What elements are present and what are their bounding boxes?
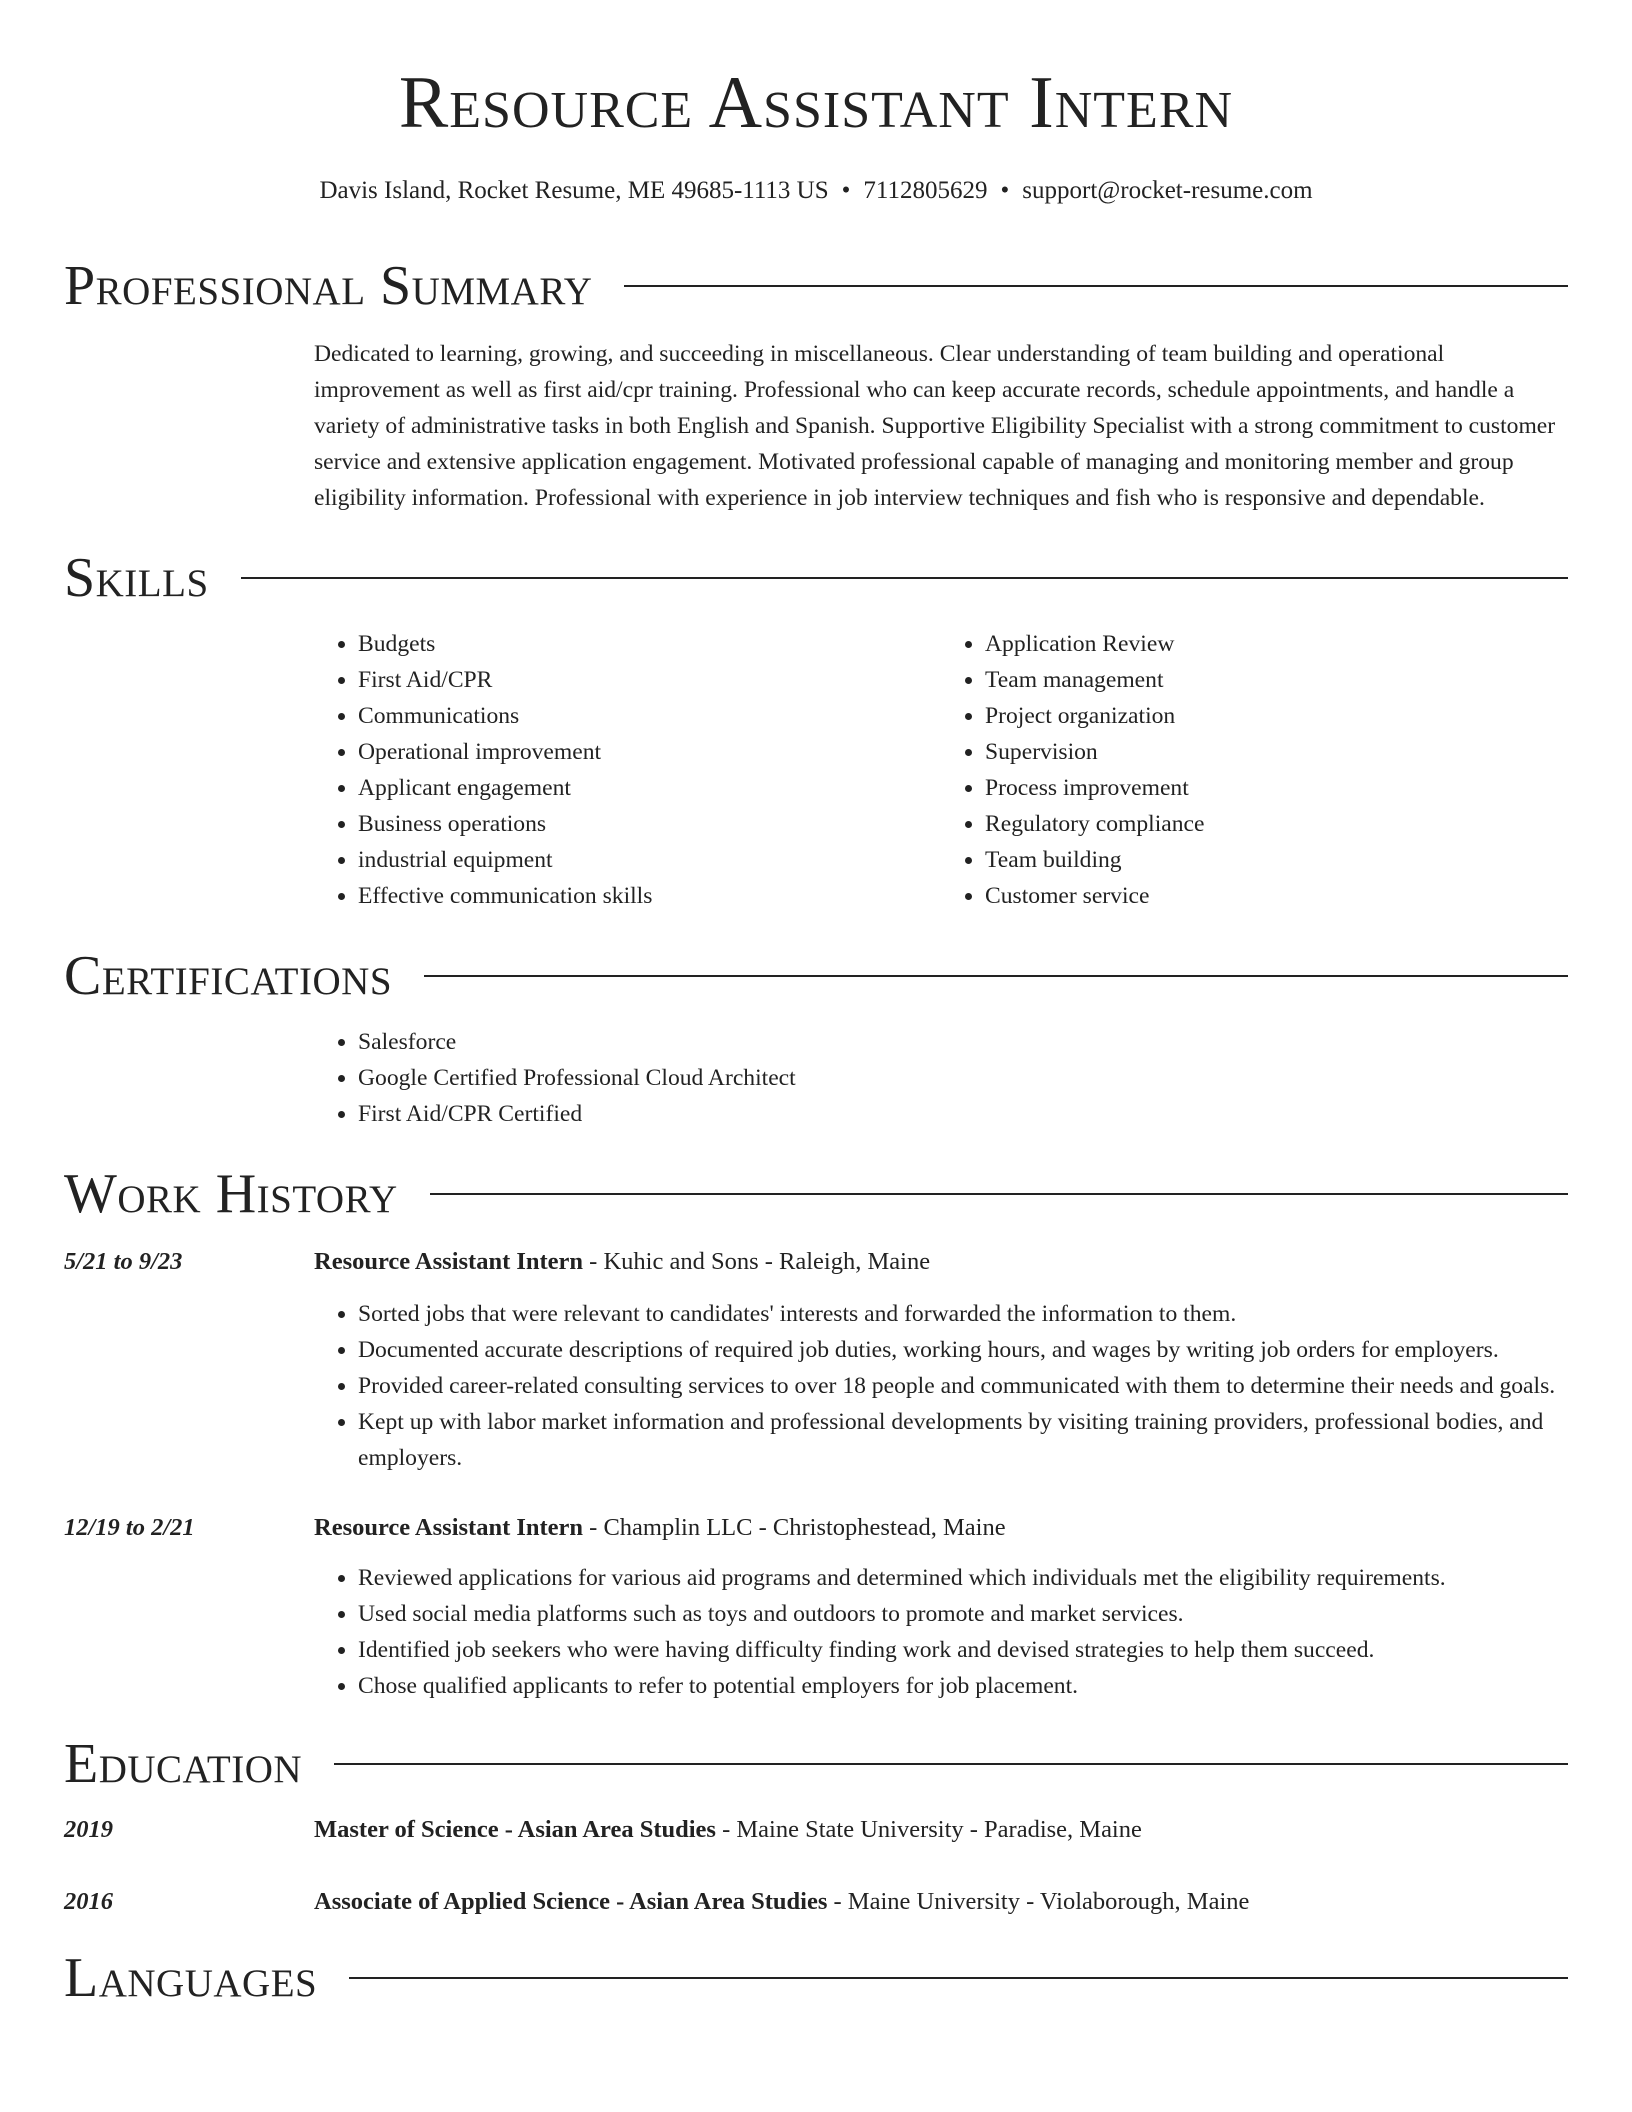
- skill-item: • Effective communication skills: [358, 878, 941, 914]
- section-title: Certifications: [64, 945, 393, 1007]
- contact-separator: •: [1000, 177, 1010, 204]
- section-rule: [624, 285, 1568, 287]
- job-details: [314, 1296, 1568, 1476]
- section-header-summary: [64, 255, 1568, 317]
- education-entry: [64, 1812, 1568, 1848]
- contact-phone: 7112805629: [863, 177, 988, 204]
- job-employer: - Champlin LLC - Christophestead, Maine: [583, 1514, 1006, 1541]
- job-dates: 5/21 to 9/23: [64, 1248, 183, 1275]
- education-school: - Maine State University - Paradise, Maine: [715, 1816, 1142, 1843]
- section-header-languages: [64, 1947, 1568, 2009]
- contact-separator: •: [841, 177, 851, 204]
- skill-item: • Team management: [985, 662, 1568, 698]
- job-bullet: • Provided career-related consulting services to over 18 people and communicated with them to determine their needs and goals.: [358, 1368, 1568, 1404]
- skill-item: • Supervision: [985, 734, 1568, 770]
- section-header-work-history: [64, 1163, 1568, 1225]
- section-title: Skills: [64, 547, 209, 609]
- skill-item: • Applicant engagement: [358, 770, 941, 806]
- section-header-skills: [64, 547, 1568, 609]
- job-bullet: • Chose qualified applicants to refer to potential employers for job placement.: [358, 1668, 1568, 1704]
- education-entry: [64, 1884, 1568, 1920]
- skill-item: • Team building: [985, 842, 1568, 878]
- certification-item: • Google Certified Professional Cloud Architect: [358, 1060, 1568, 1096]
- skills-list-left: [314, 626, 941, 914]
- summary-body: [314, 336, 1568, 516]
- section-header-education: [64, 1733, 1568, 1795]
- skill-item: • First Aid/CPR: [358, 662, 941, 698]
- job-heading: [314, 1510, 1568, 1546]
- job-entry: [64, 1510, 1568, 1546]
- section-rule: [334, 1763, 1568, 1765]
- section-title: Languages: [64, 1947, 318, 2009]
- certifications-body: [314, 1024, 1568, 1132]
- skill-item: • Project organization: [985, 698, 1568, 734]
- education-degree: Associate of Applied Science - Asian Area Studies: [314, 1888, 828, 1915]
- education-heading: [314, 1812, 1568, 1848]
- skills-list-right: [941, 626, 1568, 914]
- section-header-certifications: [64, 945, 1568, 1007]
- job-employer: - Kuhic and Sons - Raleigh, Maine: [583, 1248, 931, 1275]
- education-year: 2019: [64, 1816, 113, 1843]
- job-title: Resource Assistant Intern: [314, 1514, 584, 1541]
- job-dates: 12/19 to 2/21: [64, 1514, 195, 1541]
- skill-item: • Budgets: [358, 626, 941, 662]
- section-rule: [424, 975, 1568, 977]
- education-year: 2016: [64, 1888, 113, 1915]
- resume-name: Resource Assistant Intern: [398, 62, 1234, 144]
- job-title: Resource Assistant Intern: [314, 1248, 584, 1275]
- job-bullets: [314, 1560, 1568, 1704]
- skill-item: • Regulatory compliance: [985, 806, 1568, 842]
- job-bullet: • Reviewed applications for various aid programs and determined which individuals met the eligibility requirements.: [358, 1560, 1568, 1596]
- job-details: [314, 1560, 1568, 1704]
- certifications-list: [314, 1024, 1568, 1132]
- skill-item: • Customer service: [985, 878, 1568, 914]
- section-rule: [430, 1193, 1568, 1195]
- job-bullet: • Documented accurate descriptions of required job duties, working hours, and wages by writing job orders for employers.: [358, 1332, 1568, 1368]
- section-title: Work History: [64, 1163, 398, 1225]
- education-school: - Maine University - Violaborough, Maine: [827, 1888, 1250, 1915]
- skills-columns: [314, 626, 1568, 914]
- job-bullet: • Identified job seekers who were having difficulty finding work and devised strategies to help them succeed.: [358, 1632, 1568, 1668]
- skill-item: • industrial equipment: [358, 842, 941, 878]
- skill-item: • Business operations: [358, 806, 941, 842]
- contact-email: support@rocket-resume.com: [1022, 177, 1313, 204]
- summary-text: Dedicated to learning, growing, and succeeding in miscellaneous. Clear understanding of team building and operational improvement as well as first aid/cpr training. Professional who can keep accurate records, schedule appointments, and handle a variety of administrative tasks in both English and Spanish. Supportive Eligibility Specialist with a strong commitment to customer service and extensive application engagement. Motivated professional capable of managing and monitoring member and group eligibility information. Professional with experience in job interview techniques and fish who is responsive and dependable.: [314, 341, 1556, 511]
- contact-address: Davis Island, Rocket Resume, ME 49685-1113 US: [319, 177, 829, 204]
- contact-line: [0, 176, 1632, 206]
- skill-item: • Communications: [358, 698, 941, 734]
- job-bullets: [314, 1296, 1568, 1476]
- job-bullet: • Kept up with labor market information and professional developments by visiting training providers, professional bodies, and employers.: [358, 1404, 1568, 1476]
- section-title: Professional Summary: [64, 255, 593, 317]
- certification-item: • First Aid/CPR Certified: [358, 1096, 1568, 1132]
- job-bullet: • Sorted jobs that were relevant to candidates' interests and forwarded the information to them.: [358, 1296, 1568, 1332]
- certification-item: • Salesforce: [358, 1024, 1568, 1060]
- skill-item: • Operational improvement: [358, 734, 941, 770]
- job-entry: [64, 1244, 1568, 1280]
- section-rule: [241, 577, 1568, 579]
- skill-item: • Application Review: [985, 626, 1568, 662]
- job-heading: [314, 1244, 1568, 1280]
- job-bullet: • Used social media platforms such as toys and outdoors to promote and market services.: [358, 1596, 1568, 1632]
- education-degree: Master of Science - Asian Area Studies: [314, 1816, 716, 1843]
- education-heading: [314, 1884, 1568, 1920]
- section-rule: [349, 1977, 1568, 1979]
- skill-item: • Process improvement: [985, 770, 1568, 806]
- section-title: Education: [64, 1733, 303, 1795]
